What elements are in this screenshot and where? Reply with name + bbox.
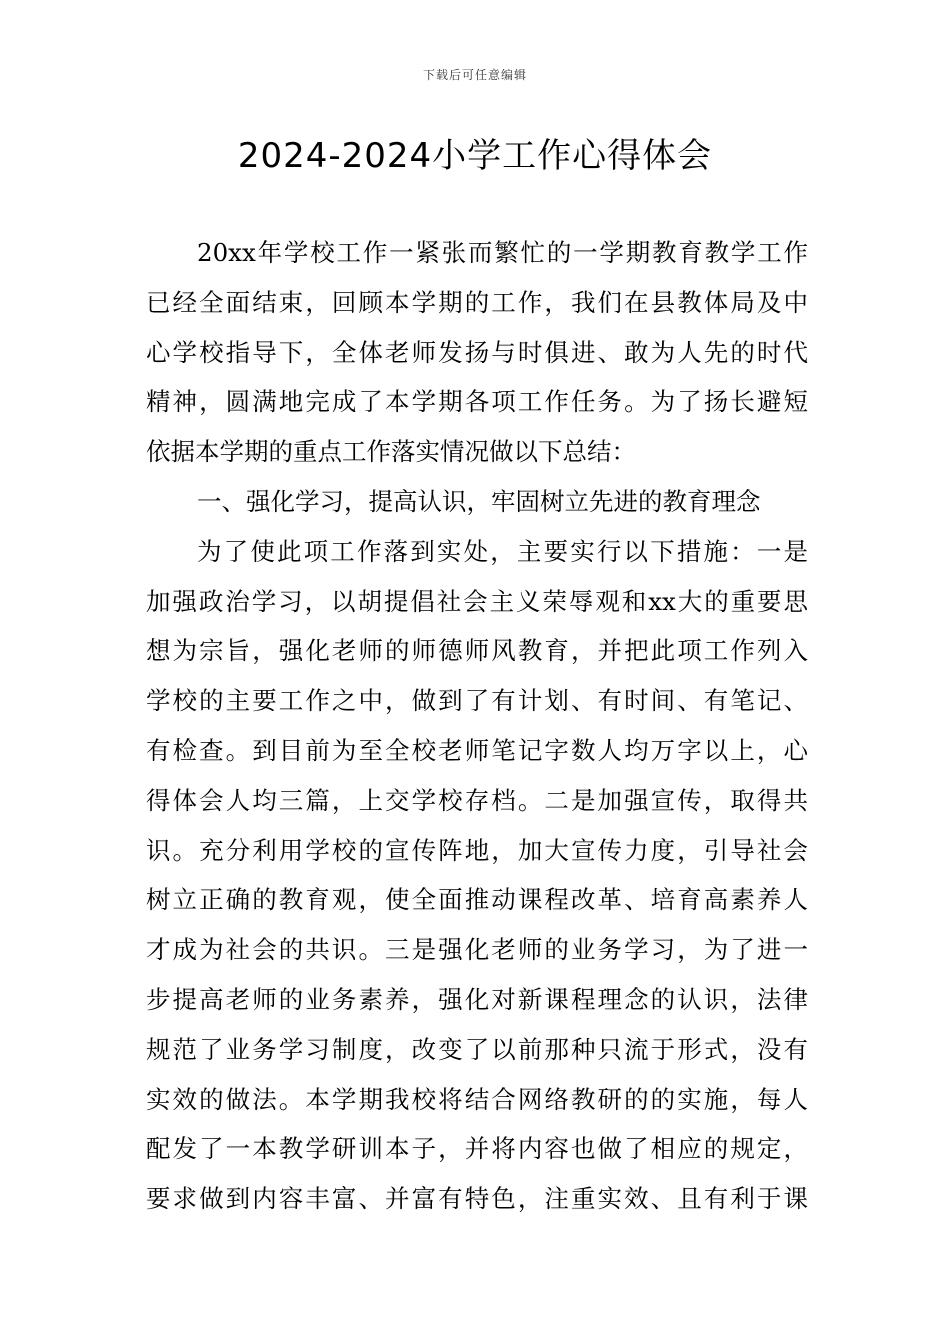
body-text-line: 一、强化学习，提高认识，牢固树立先进的教育理念: [197, 486, 761, 516]
body-text-line: 依据本学期的重点工作落实情况做以下总结：: [146, 437, 636, 467]
body-text-line: 学校的主要工作之中，做到了有计划、有时间、有笔记、: [146, 686, 808, 716]
body-text-line: 想为宗旨，强化老师的师德师风教育，并把此项工作列入: [146, 636, 808, 666]
body-text-line: 配发了一本教学研训本子，并将内容也做了相应的规定，: [146, 1134, 808, 1164]
body-text-line: 为了使此项工作落到实处，主要实行以下措施：一是: [197, 536, 808, 566]
body-text-line: 步提高老师的业务素养，强化对新课程理念的认识，法律: [146, 984, 808, 1014]
body-text-line: 精神，圆满地完成了本学期各项工作任务。为了扬长避短: [146, 387, 808, 417]
document-title: 2024-2024小学工作心得体会: [237, 136, 713, 176]
body-text-line: 已经全面结束，回顾本学期的工作，我们在县教体局及中: [146, 287, 808, 317]
body-text-line: 有检查。到目前为至全校老师笔记字数人均万字以上，心: [146, 735, 808, 765]
body-text-line: 规范了业务学习制度，改变了以前那种只流于形式，没有: [146, 1034, 808, 1064]
document-body: [146, 228, 808, 1224]
body-text-line: 实效的做法。本学期我校将结合网络教研的的实施，每人: [146, 1084, 808, 1114]
header-note: 下载后可任意编辑: [422, 68, 527, 82]
body-text-line: 要求做到内容丰富、并富有特色，注重实效、且有利于课: [146, 1184, 808, 1214]
body-text-line: 20xx年学校工作一紧张而繁忙的一学期教育教学工作: [197, 238, 808, 267]
body-text-line: 心学校指导下，全体老师发扬与时俱进、敢为人先的时代: [146, 337, 808, 367]
body-text-line: 识。充分利用学校的宣传阵地，加大宣传力度，引导社会: [146, 835, 808, 865]
body-text-line: 树立正确的教育观，使全面推动课程改革、培育高素养人: [146, 885, 808, 915]
body-text-line: 得体会人均三篇，上交学校存档。二是加强宣传，取得共: [146, 785, 808, 815]
body-text-line: 才成为社会的共识。三是强化老师的业务学习，为了进一: [146, 935, 808, 965]
body-text-line: 加强政治学习，以胡提倡社会主义荣辱观和xx大的重要思: [146, 586, 808, 616]
